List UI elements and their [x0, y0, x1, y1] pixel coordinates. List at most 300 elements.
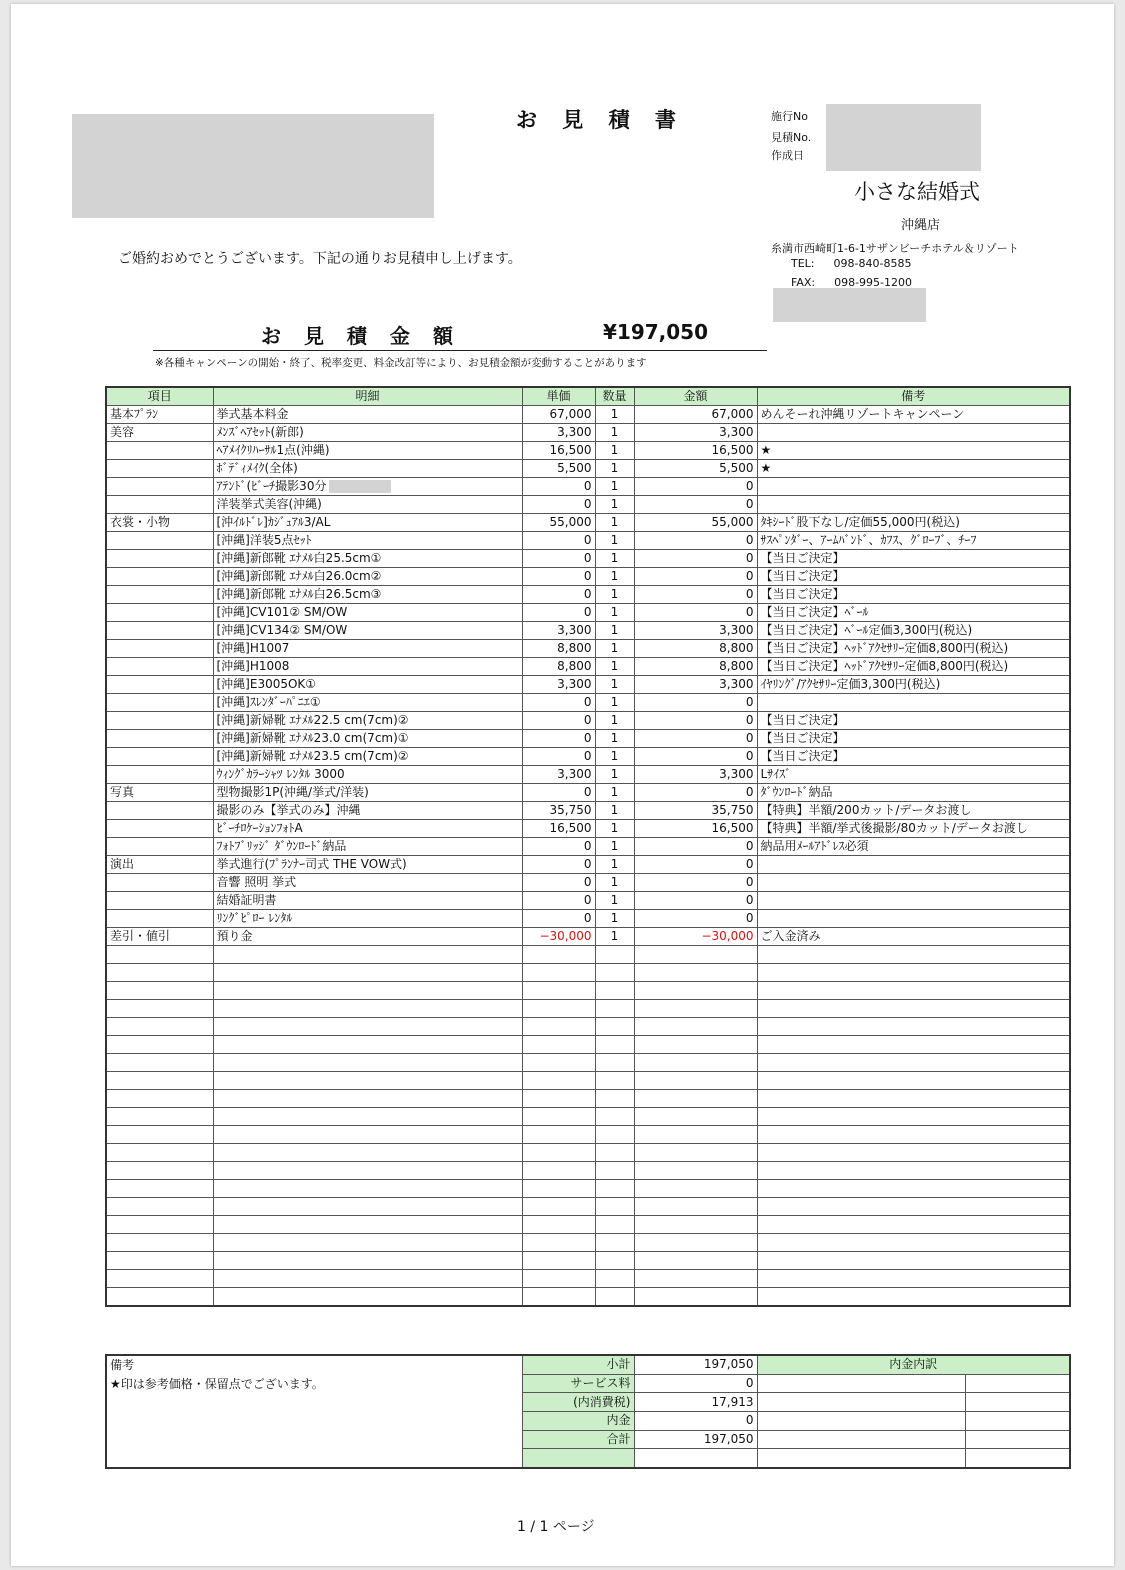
empty-table-row [106, 946, 1070, 964]
empty-table-row [106, 1234, 1070, 1252]
empty-cell [634, 1090, 757, 1108]
table-row [106, 712, 1070, 730]
summary-value-service: 0 [634, 1374, 757, 1393]
empty-cell [213, 946, 522, 964]
empty-cell [757, 1126, 1070, 1144]
row-quantity: 1 [595, 460, 634, 478]
row-quantity: 1 [595, 640, 634, 658]
empty-cell [595, 982, 634, 1000]
row-note: ★ [757, 442, 1070, 460]
empty-cell [213, 1216, 522, 1234]
remarks-label: 備考 [110, 1358, 135, 1372]
row-amount: 0 [634, 694, 757, 712]
row-category [106, 604, 213, 622]
row-quantity: 1 [595, 424, 634, 442]
table-row [106, 820, 1070, 838]
summary-value-tax: 17,913 [634, 1393, 757, 1412]
redacted-text-block [329, 480, 391, 493]
empty-table-row [106, 1000, 1070, 1018]
row-quantity: 1 [595, 514, 634, 532]
row-quantity: 1 [595, 784, 634, 802]
empty-cell [213, 1054, 522, 1072]
row-detail: [沖縄]H1007 [213, 640, 522, 658]
row-note [757, 874, 1070, 892]
row-category [106, 442, 213, 460]
table-row [106, 874, 1070, 892]
row-detail: [沖縄]洋装5点ｾｯﾄ [213, 532, 522, 550]
empty-table-row [106, 1090, 1070, 1108]
row-amount: 3,300 [634, 424, 757, 442]
row-amount: 3,300 [634, 766, 757, 784]
empty-cell [106, 1216, 213, 1234]
header-unit-price: 単価 [522, 387, 595, 406]
empty-cell [213, 1072, 522, 1090]
empty-cell [634, 1000, 757, 1018]
row-note: ﾀﾞｳﾝﾛｰﾄﾞ納品 [757, 784, 1070, 802]
empty-table-row [106, 1288, 1070, 1307]
row-note: 【当日ご決定】ﾍｯﾄﾞｱｸｾｻﾘｰ定価8,800円(税込) [757, 658, 1070, 676]
remarks-text: ★印は参考価格・保留点でございます。 [110, 1377, 324, 1391]
table-row [106, 442, 1070, 460]
row-quantity: 1 [595, 622, 634, 640]
row-category [106, 460, 213, 478]
row-amount: 8,800 [634, 640, 757, 658]
row-category [106, 820, 213, 838]
redacted-meta-values [826, 104, 981, 171]
row-detail: [沖縄]CV101② SM/OW [213, 604, 522, 622]
empty-cell [634, 1072, 757, 1090]
row-detail: 洋装挙式美容(沖縄) [213, 496, 522, 514]
row-unit-price: 0 [522, 784, 595, 802]
empty-cell [757, 1018, 1070, 1036]
row-note: Lｻｲｽﾞ [757, 766, 1070, 784]
row-quantity: 1 [595, 820, 634, 838]
empty-cell [595, 964, 634, 982]
table-row [106, 676, 1070, 694]
empty-cell [522, 1036, 595, 1054]
table-row [106, 586, 1070, 604]
row-amount: 0 [634, 892, 757, 910]
empty-cell [522, 1126, 595, 1144]
row-detail: [沖縄]新郎靴 ｴﾅﾒﾙ白26.0cm② [213, 568, 522, 586]
empty-cell [213, 1090, 522, 1108]
row-detail: [沖縄]H1008 [213, 658, 522, 676]
row-quantity: 1 [595, 694, 634, 712]
empty-cell [213, 1036, 522, 1054]
row-quantity: 1 [595, 496, 634, 514]
empty-cell [595, 1270, 634, 1288]
empty-cell [757, 1270, 1070, 1288]
empty-cell [522, 1054, 595, 1072]
empty-cell [522, 1108, 595, 1126]
empty-cell [634, 1108, 757, 1126]
empty-cell [595, 1288, 634, 1307]
row-category: 差引・値引 [106, 928, 213, 946]
row-note: ﾀｷｼｰﾄﾞ股下なし/定価55,000円(税込) [757, 514, 1070, 532]
row-detail: ﾎﾞﾃﾞｨﾒｲｸ(全体) [213, 460, 522, 478]
empty-cell [522, 1162, 595, 1180]
row-note [757, 478, 1070, 496]
empty-cell [757, 1108, 1070, 1126]
row-note: 【当日ご決定】 [757, 586, 1070, 604]
summary-label-empty [522, 1449, 634, 1468]
meta-label-created-date: 作成日 [771, 149, 804, 162]
empty-cell [595, 1162, 634, 1180]
row-detail: [沖縄]ｽﾚﾝﾀﾞｰﾊﾟﾆｴ① [213, 694, 522, 712]
empty-cell [634, 1252, 757, 1270]
empty-cell [757, 1054, 1070, 1072]
row-unit-price: 0 [522, 586, 595, 604]
empty-cell [757, 1216, 1070, 1234]
row-quantity: 1 [595, 406, 634, 424]
empty-cell [595, 1036, 634, 1054]
row-amount: 0 [634, 550, 757, 568]
row-detail: ﾒﾝｽﾞﾍｱｾｯﾄ(新郎) [213, 424, 522, 442]
empty-cell [634, 1144, 757, 1162]
row-unit-price: 0 [522, 856, 595, 874]
empty-cell [522, 1252, 595, 1270]
row-amount: 55,000 [634, 514, 757, 532]
row-category [106, 550, 213, 568]
row-amount: 0 [634, 784, 757, 802]
table-row [106, 856, 1070, 874]
table-row [106, 424, 1070, 442]
row-detail: ｱﾃﾝﾄﾞ(ﾋﾞｰﾁ撮影30分 [213, 478, 522, 496]
table-row [106, 802, 1070, 820]
table-row [106, 892, 1070, 910]
row-amount: 67,000 [634, 406, 757, 424]
empty-cell [595, 1018, 634, 1036]
table-row [106, 568, 1070, 586]
empty-table-row [106, 1216, 1070, 1234]
row-note: 【当日ご決定】ﾍﾞｰﾙ定価3,300円(税込) [757, 622, 1070, 640]
row-unit-price: 0 [522, 532, 595, 550]
row-amount: 0 [634, 838, 757, 856]
empty-cell [106, 1090, 213, 1108]
row-note: 【当日ご決定】 [757, 550, 1070, 568]
empty-cell [595, 1252, 634, 1270]
row-quantity: 1 [595, 532, 634, 550]
row-detail: [沖縄]新婦靴 ｴﾅﾒﾙ22.5 cm(7cm)② [213, 712, 522, 730]
empty-cell [213, 1144, 522, 1162]
empty-cell [757, 1072, 1070, 1090]
deposit-cell [965, 1411, 1070, 1430]
row-unit-price: 0 [522, 910, 595, 928]
empty-cell [522, 1090, 595, 1108]
empty-table-row [106, 1108, 1070, 1126]
table-row [106, 910, 1070, 928]
row-note [757, 910, 1070, 928]
empty-cell [106, 1180, 213, 1198]
empty-table-row [106, 1072, 1070, 1090]
estimate-underline [153, 350, 767, 351]
empty-cell [106, 1270, 213, 1288]
table-row [106, 658, 1070, 676]
row-category [106, 802, 213, 820]
deposit-cell [965, 1430, 1070, 1449]
row-amount: 0 [634, 730, 757, 748]
deposit-cell [965, 1393, 1070, 1412]
row-amount: 0 [634, 568, 757, 586]
row-unit-price: 0 [522, 496, 595, 514]
table-row [106, 784, 1070, 802]
empty-cell [106, 1162, 213, 1180]
empty-cell [106, 1054, 213, 1072]
row-detail: ﾍｱﾒｲｸﾘﾊｰｻﾙ1点(沖縄) [213, 442, 522, 460]
empty-cell [757, 1252, 1070, 1270]
table-row [106, 748, 1070, 766]
tel-number: 098-840-8585 [833, 257, 912, 270]
empty-cell [106, 964, 213, 982]
table-row [106, 460, 1070, 478]
row-note: ★ [757, 460, 1070, 478]
empty-cell [595, 1180, 634, 1198]
row-amount: 8,800 [634, 658, 757, 676]
empty-table-row [106, 1198, 1070, 1216]
row-quantity: 1 [595, 730, 634, 748]
row-quantity: 1 [595, 910, 634, 928]
empty-cell [213, 1252, 522, 1270]
row-note: 【当日ご決定】 [757, 730, 1070, 748]
table-row [106, 694, 1070, 712]
empty-cell [213, 1162, 522, 1180]
empty-cell [757, 1180, 1070, 1198]
empty-cell [522, 1072, 595, 1090]
row-note: 【当日ご決定】ﾍﾞｰﾙ [757, 604, 1070, 622]
row-unit-price: 0 [522, 730, 595, 748]
empty-cell [757, 1198, 1070, 1216]
row-detail: [沖縄]新婦靴 ｴﾅﾒﾙ23.5 cm(7cm)② [213, 748, 522, 766]
empty-cell [522, 1288, 595, 1307]
row-category: 基本ﾌﾟﾗﾝ [106, 406, 213, 424]
row-unit-price: 3,300 [522, 424, 595, 442]
empty-cell [106, 1252, 213, 1270]
table-row [106, 838, 1070, 856]
row-unit-price: 16,500 [522, 442, 595, 460]
empty-cell [595, 1090, 634, 1108]
row-category [106, 658, 213, 676]
row-note: 納品用ﾒｰﾙｱﾄﾞﾚｽ必須 [757, 838, 1070, 856]
row-amount: 0 [634, 496, 757, 514]
empty-cell [757, 982, 1070, 1000]
fax-label: FAX: [791, 276, 816, 289]
row-quantity: 1 [595, 676, 634, 694]
row-detail: [沖ｲﾙﾄﾞﾚ]ｶｼﾞｭｱﾙ3/AL [213, 514, 522, 532]
row-unit-price: 0 [522, 874, 595, 892]
row-amount: 35,750 [634, 802, 757, 820]
empty-cell [634, 1018, 757, 1036]
row-unit-price: 0 [522, 694, 595, 712]
empty-table-row [106, 964, 1070, 982]
empty-cell [757, 1036, 1070, 1054]
empty-table-row [106, 1054, 1070, 1072]
row-note: ｻｽﾍﾟﾝﾀﾞｰ、ｱｰﾑﾊﾞﾝﾄﾞ、ｶﾌｽ、ｸﾞﾛｰﾌﾞ、ﾁｰﾌ [757, 532, 1070, 550]
summary-label-subtotal: 小計 [522, 1355, 634, 1374]
row-detail: 型物撮影1P(沖縄/挙式/洋装) [213, 784, 522, 802]
empty-cell [213, 1018, 522, 1036]
row-note [757, 694, 1070, 712]
row-unit-price: 55,000 [522, 514, 595, 532]
empty-cell [757, 964, 1070, 982]
row-quantity: 1 [595, 766, 634, 784]
row-detail: 挙式基本料金 [213, 406, 522, 424]
row-detail: 撮影のみ【挙式のみ】沖縄 [213, 802, 522, 820]
row-unit-price: 0 [522, 604, 595, 622]
empty-cell [522, 946, 595, 964]
empty-cell [106, 1000, 213, 1018]
row-unit-price: 0 [522, 568, 595, 586]
empty-cell [106, 1072, 213, 1090]
row-category: 美容 [106, 424, 213, 442]
row-detail: 預り金 [213, 928, 522, 946]
row-note: 【当日ご決定】 [757, 748, 1070, 766]
row-quantity: 1 [595, 802, 634, 820]
row-quantity: 1 [595, 712, 634, 730]
row-amount: 3,300 [634, 622, 757, 640]
row-detail: 音響 照明 挙式 [213, 874, 522, 892]
summary-label-tax: (内消費税) [522, 1393, 634, 1412]
row-note: 【特典】半額/挙式後撮影/80カット/データお渡し [757, 820, 1070, 838]
row-note: ｲﾔﾘﾝｸﾞ/ｱｸｾｻﾘｰ定価3,300円(税込) [757, 676, 1070, 694]
row-note: 【当日ご決定】 [757, 568, 1070, 586]
row-unit-price: 5,500 [522, 460, 595, 478]
row-category [106, 766, 213, 784]
empty-cell [757, 946, 1070, 964]
header-amount: 金額 [634, 387, 757, 406]
empty-cell [595, 1054, 634, 1072]
row-note: めんそーれ沖縄リゾートキャンペーン [757, 406, 1070, 424]
table-row [106, 550, 1070, 568]
row-amount: 0 [634, 532, 757, 550]
page-number: 1 / 1 ページ [517, 1519, 595, 1535]
empty-cell [634, 1036, 757, 1054]
empty-cell [106, 1108, 213, 1126]
empty-cell [757, 1000, 1070, 1018]
deposit-cell [757, 1449, 965, 1468]
row-amount: 0 [634, 856, 757, 874]
deposit-breakdown-header: 内金内訳 [757, 1355, 1070, 1374]
greeting-text: ご婚約おめでとうございます。下記の通りお見積申し上げます。 [118, 251, 522, 267]
row-quantity: 1 [595, 658, 634, 676]
deposit-cell [757, 1430, 965, 1449]
empty-cell [634, 1288, 757, 1307]
empty-cell [213, 1000, 522, 1018]
row-unit-price: 0 [522, 748, 595, 766]
row-detail: [沖縄]新郎靴 ｴﾅﾒﾙ白25.5cm① [213, 550, 522, 568]
company-address: 糸満市西崎町1-6-1サザンビーチホテル＆リゾート [771, 242, 1019, 255]
empty-cell [757, 1288, 1070, 1307]
row-category [106, 910, 213, 928]
empty-cell [595, 1234, 634, 1252]
row-detail: [沖縄]CV134② SM/OW [213, 622, 522, 640]
row-amount: 0 [634, 712, 757, 730]
row-detail: ﾘﾝｸﾞﾋﾟﾛｰ ﾚﾝﾀﾙ [213, 910, 522, 928]
row-quantity: 1 [595, 478, 634, 496]
row-unit-price: 0 [522, 892, 595, 910]
row-quantity: 1 [595, 442, 634, 460]
row-unit-price: 8,800 [522, 658, 595, 676]
row-quantity: 1 [595, 550, 634, 568]
empty-cell [522, 1234, 595, 1252]
meta-label-execution-no: 施行No [771, 110, 808, 123]
empty-cell [757, 1162, 1070, 1180]
row-quantity: 1 [595, 856, 634, 874]
company-name: 小さな結婚式 [854, 180, 980, 204]
empty-cell [634, 1054, 757, 1072]
empty-table-row [106, 1252, 1070, 1270]
row-detail: 結婚証明書 [213, 892, 522, 910]
meta-label-estimate-no: 見積No. [771, 131, 812, 144]
row-unit-price: 3,300 [522, 676, 595, 694]
empty-cell [213, 1288, 522, 1307]
summary-label-service: サービス料 [522, 1374, 634, 1393]
summary-table [105, 1354, 1071, 1469]
empty-cell [634, 1270, 757, 1288]
row-unit-price: 3,300 [522, 622, 595, 640]
estimate-total-label: お 見 積 金 額 [261, 324, 461, 348]
empty-cell [106, 1018, 213, 1036]
empty-cell [634, 964, 757, 982]
empty-cell [757, 1234, 1070, 1252]
empty-cell [522, 1180, 595, 1198]
empty-cell [106, 1036, 213, 1054]
empty-table-row [106, 1126, 1070, 1144]
row-amount: 0 [634, 874, 757, 892]
row-category: 演出 [106, 856, 213, 874]
row-category: 写真 [106, 784, 213, 802]
empty-table-row [106, 1036, 1070, 1054]
empty-cell [595, 1198, 634, 1216]
empty-cell [595, 1144, 634, 1162]
row-note: ご入金済み [757, 928, 1070, 946]
empty-cell [213, 964, 522, 982]
empty-cell [595, 1108, 634, 1126]
empty-cell [522, 1216, 595, 1234]
row-quantity: 1 [595, 604, 634, 622]
summary-value-empty [634, 1449, 757, 1468]
row-amount: 0 [634, 748, 757, 766]
row-amount: 5,500 [634, 460, 757, 478]
row-amount: 0 [634, 604, 757, 622]
empty-cell [106, 946, 213, 964]
empty-cell [634, 1162, 757, 1180]
branch-name: 沖縄店 [901, 218, 941, 233]
row-category [106, 694, 213, 712]
header-quantity: 数量 [595, 387, 634, 406]
table-row [106, 622, 1070, 640]
row-note [757, 892, 1070, 910]
table-row [106, 406, 1070, 424]
empty-cell [106, 1288, 213, 1307]
row-note: 【当日ご決定】 [757, 712, 1070, 730]
table-row [106, 640, 1070, 658]
row-amount: −30,000 [634, 928, 757, 946]
empty-cell [595, 1072, 634, 1090]
header-notes: 備考 [757, 387, 1070, 406]
estimate-items-table [105, 386, 1071, 1307]
row-quantity: 1 [595, 748, 634, 766]
row-detail: ﾌｫﾄﾌﾞﾘｯｼﾞ ﾀﾞｳﾝﾛｰﾄﾞ納品 [213, 838, 522, 856]
remarks-cell [106, 1355, 522, 1468]
summary-value-deposit: 0 [634, 1411, 757, 1430]
deposit-cell [757, 1374, 965, 1393]
empty-cell [595, 1216, 634, 1234]
tel-label: TEL: [791, 257, 815, 270]
row-category [106, 478, 213, 496]
company-tel [791, 257, 911, 270]
row-category [106, 838, 213, 856]
estimate-total-amount: ¥197,050 [603, 320, 709, 344]
